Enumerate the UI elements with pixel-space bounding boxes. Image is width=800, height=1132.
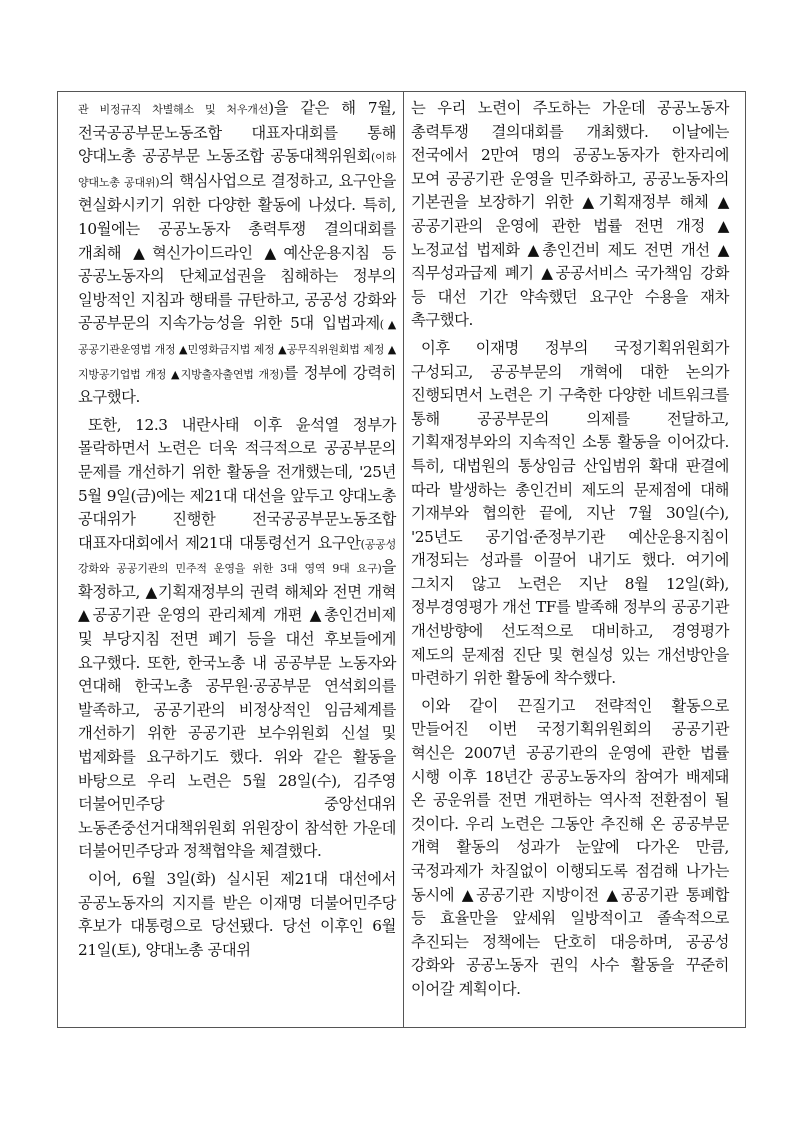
left-paragraph-1 — [78, 97, 396, 410]
left-paragraph-2 — [78, 414, 396, 864]
body-text-run: 이후 이재명 정부의 국정기획위원회가 구성되고, 공공부문의 개혁에 대한 논의가 진행되면서 노련은 기 구축한 다양한 네트워크를 통해 공공부문의 의제를 전달하고, 기획재정부와의 지속적인 소통 활동을 이어갔다. 특히, 대법원의 통상임금 산입범위 확대 판결에 따라 발생하는 총인건비 제도의 문제점에 대해 기재부와 협의한 끝에, 지난 7월 30일(수), '25년도 공기업·준정부기관 예산운용지침이 개정되는 성과를 이끌어 내기도 했다. 여기에 그치지 않고 노련은 지난 8월 12일(화), 정부경영평가 개선 TF를 발족해 정부의 공공기관 개선방향에 선도적으로 대비하고, 경영평가 제도의 문제점 진단 및 현실성 있는 개선방안을 마련하기 위한 활동에 착수했다. — [411, 338, 729, 688]
small-note-text: (공공성 강화와 공공기관의 민주적 운영을 위한 3대 영역 9대 요구) — [78, 537, 396, 576]
body-text-run: 을 확정하고, ▲기획재정부의 권력 해체와 전면 개혁 ▲공공기관 운영의 관리체계 개편 ▲총인건비제 및 부당지침 전면 폐기 등을 대선 후보들에게 요구했다. 또한, 한국노총 내 공공부문 노동자와 연대해 한국노총 공무원·공공부문 연석회의를 발족하고, 공공기관의 비정상적인 임금체계를 개선하기 위한 공공기관 보수위원회 신설 및 법제화를 요구하기도 했다. 위와 같은 활동을 바탕으로 우리 노련은 5월 28일(수), 김주영 더불어민주당 중앙선대위 노동존중선거대책위원회 위원장이 참석한 가운데 더불어민주당과 정책협약을 체결했다. — [78, 558, 396, 861]
body-text-run: 를 정부에 강력히 요구했다. — [78, 363, 396, 407]
left-column — [78, 97, 396, 962]
right-paragraph-2 — [411, 337, 729, 691]
right-column — [411, 97, 729, 1002]
column-divider — [403, 91, 404, 1028]
small-note-text: 관 비정규직 차별해소 및 처우개선 — [78, 103, 269, 116]
small-note-text: (▲공공기관운영법 개정 ▲민영화금지법 제정 ▲공무직위원회법 제정 ▲지방공기업법 개정 ▲지방출자출연법 개정) — [78, 318, 396, 381]
body-text-run: 의 핵심사업으로 결정하고, 요구안을 현실화시키기 위한 다양한 활동에 나섰다. 특히, 10월에는 공공노동자 총력투쟁 결의대회를 개최해 ▲혁신가이드라인 ▲예산운용지침 등 공공노동자의 단체교섭권을 침해하는 정부의 일방적인 지침과 행태를 규탄하고, 공공성 강화와 공공부문의 지속가능성을 위한 5대 입법과제 — [78, 171, 396, 333]
body-text-run: 또한, 12.3 내란사태 이후 윤석열 정부가 몰락하면서 노련은 더욱 적극적으로 공공부문의 문제를 개선하기 위한 활동을 전개했는데, '25년 5월 9일(금)에는 제21대 대선을 앞두고 양대노총 공대위가 진행한 전국공공부문노동조합 대표자대회에서 제21대 대통령선거 요구안 — [78, 415, 396, 552]
left-paragraph-3 — [78, 868, 396, 962]
body-text-run: 이어, 6월 3일(화) 실시된 제21대 대선에서 공공노동자의 지지를 받은 이재명 더불어민주당 후보가 대통령으로 당선됐다. 당선 이후인 6월 21일(토), 양대노총 공대위 — [78, 870, 396, 959]
body-text-run: 는 우리 노련이 주도하는 가운데 공공노동자 총력투쟁 결의대회를 개최했다. 이날에는 전국에서 2만여 명의 공공노동자가 한자리에 모여 공공기관 운영을 민주화하고, 공공노동자의 기본권을 보장하기 위한 ▲기획재정부 해체 ▲공공기관의 운영에 관한 법률 전면 개정 ▲노정교섭 법제화 ▲총인건비 제도 전면 개선 ▲직무성과급제 폐기 ▲공공서비스 국가책임 강화 등 대선 기간 약속했던 요구안 수용을 재차 촉구했다. — [411, 99, 729, 330]
right-paragraph-1 — [411, 97, 729, 333]
body-text-run: )을 같은 해 7월, 전국공공부문노동조합 대표자대회를 통해 양대노총 공공부문 노동조합 공동대책위원회 — [78, 99, 396, 166]
body-text-run: 이와 같이 끈질기고 전략적인 활동으로 만들어진 이번 국정기획위원회의 공공기관 혁신은 2007년 공공기관의 운영에 관한 법률 시행 이후 18년간 공공노동자의 참여가 배제돼 온 공운위를 전면 개편하는 역사적 전환점이 될 것이다. 우리 노련은 그동안 추진해 온 공공부문 개혁 활동의 성과가 눈앞에 다가온 만큼, 국정과제가 차질없이 이행되도록 점검해 나가는 동시에 ▲공공기관 지방이전 ▲공공기관 통폐합 등 효율만을 앞세워 일방적이고 졸속적으로 추진되는 정책에는 단호히 대응하며, 공공성 강화와 공공노동자 권익 사수 활동을 꾸준히 이어갈 계획이다. — [411, 696, 729, 998]
small-note-text: (이하 양대노총 공대위) — [78, 151, 396, 189]
right-paragraph-3 — [411, 695, 729, 1002]
